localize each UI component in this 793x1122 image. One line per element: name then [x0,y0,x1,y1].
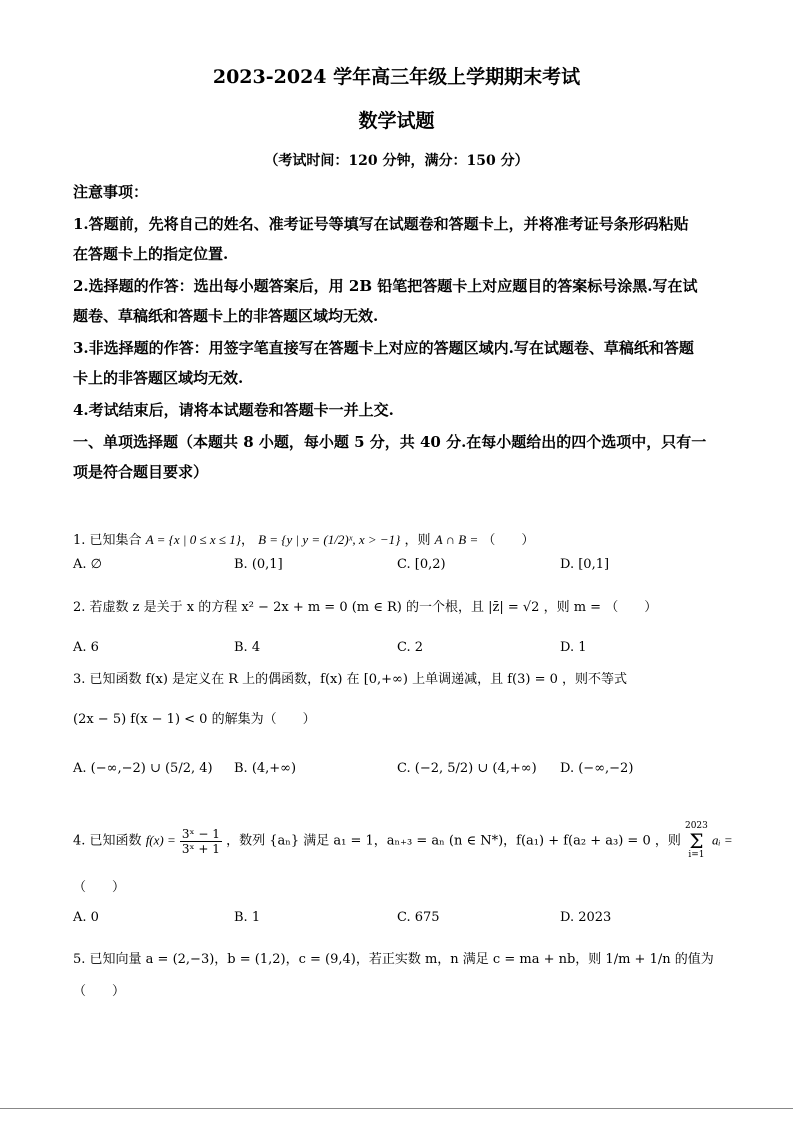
fraction-denominator: 3ˣ + 1 [181,841,220,856]
q2-option-d: D. 1 [560,640,587,655]
subject-title: 数学试题 [358,110,435,132]
question-5: 5. 已知向量 a = (2,−3)，b = (1,2)，c = (9,4)，若正实数 m，n 满足 c = ma + nb，则 1/m + 1/n 的值为 [73,952,714,967]
answer-paren: （ ） [73,880,126,895]
q2-option-c: C. 2 [397,640,424,655]
question-1-then: ，则 [404,533,431,548]
q1-option-c: C. [0,2) [397,557,446,572]
sum-term: aᵢ = [712,832,733,848]
set-b: B = {y | y = (1/2)ˣ, x > −1} [258,532,401,547]
sum-lower: i=1 [688,850,705,860]
question-2: 2. 若虚数 z 是关于 x 的方程 x² − 2x + m = 0 (m ∈ R) 的一个根，且 |z̄| = √2 ，则 m = （ ） [73,600,658,615]
exam-title: 2023-2024 学年高三年级上学期期末考试 [212,66,581,88]
set-a: A = {x | 0 ≤ x ≤ 1} [145,532,241,547]
q4-option-a: A. 0 [73,910,99,925]
note-1-line-1: 1.答题前，先将自己的姓名、准考证号等填写在试题卷和答题卡上，并将准考证号条形码粘贴 [73,215,689,233]
fraction-numerator: 3ˣ − 1 [181,826,220,841]
q2-option-a: A. 6 [73,640,99,655]
summation: 2023 Σ i=1 [684,821,708,860]
question-4-lead: 4. 已知函数 [73,833,142,849]
question-1-lead: 1. 已知集合 [73,533,142,548]
sum-upper: 2023 [684,821,708,831]
question-3-line-2: (2x − 5) f(x − 1) < 0 的解集为（ ） [73,712,316,727]
notes-heading: 注意事项： [73,183,149,201]
page-bottom-divider [0,1108,793,1109]
q3-option-d: D. (−∞,−2) [560,761,634,776]
question-1-expr: A ∩ B = [434,532,479,547]
note-3-line-1: 3.非选择题的作答：用签字笔直接写在答题卡上对应的答题区域内.写在试题卷、草稿纸和答题 [73,339,694,357]
section-1-line-1: 一、单项选择题（本题共 8 小题，每小题 5 分，共 40 分.在每小题给出的四个选项中，只有一 [73,433,707,451]
q3-option-c: C. (−2, 5/2) ∪ (4,+∞) [397,761,537,776]
question-4: 4. 已知函数 f(x) = $\frac{\text{3ˣ − 1}}{\text{3ˣ + 1}}$ ，数列 {aₙ} 满足 a₁ = 1，aₙ₊₃ = aₙ (n ∈ N*)，f(a₁) + f(a₂ + a₃) = 0 ，则 2023 Σ i=1 aᵢ = [73,821,733,860]
q1-option-d: D. [0,1] [560,557,610,572]
note-1-line-2: 在答题卡上的指定位置. [73,245,229,263]
question-4-conditions: ，数列 {aₙ} 满足 a₁ = 1，aₙ₊₃ = aₙ (n ∈ N*)，f(a₁) + f(a₂ + a₃) = 0 ，则 [226,833,681,849]
function-fraction [180,827,222,856]
question-3-line-1: 3. 已知函数 f(x) 是定义在 R 上的偶函数，f(x) 在 [0,+∞) 上单调递减，且 f(3) = 0 ，则不等式 [73,672,628,687]
question-1: 1. 已知集合 A = {x | 0 ≤ x ≤ 1}， B = {y | y = (1/2)ˣ, x > −1} ，则 A ∩ B = （ ） [73,532,535,548]
q3-option-a: A. (−∞,−2) ∪ (5/2, 4) [73,761,213,776]
note-2-line-1: 2.选择题的作答：选出每小题答案后，用 2B 铅笔把答题卡上对应题目的答案标号涂黑.写在试 [73,277,698,295]
answer-paren: （ ） [73,984,126,999]
note-3-line-2: 卡上的非答题区域均无效. [73,369,244,387]
q4-option-c: C. 675 [397,910,440,925]
q1-option-a: A. ∅ [73,557,102,572]
q1-option-b: B. (0,1] [234,557,283,572]
answer-paren: （ ） [482,533,535,548]
note-4: 4.考试结束后，请将本试题卷和答题卡一并上交. [73,401,394,419]
note-2-line-2: 题卷、草稿纸和答题卡上的非答题区域均无效. [73,307,379,325]
q4-option-b: B. 1 [234,910,261,925]
section-1-line-2: 项是符合题目要求） [73,463,209,481]
exam-info: （考试时间：120 分钟，满分：150 分） [264,153,529,169]
q2-option-b: B. 4 [234,640,261,655]
q4-option-d: D. 2023 [560,910,612,925]
q3-option-b: B. (4,+∞) [234,761,297,776]
